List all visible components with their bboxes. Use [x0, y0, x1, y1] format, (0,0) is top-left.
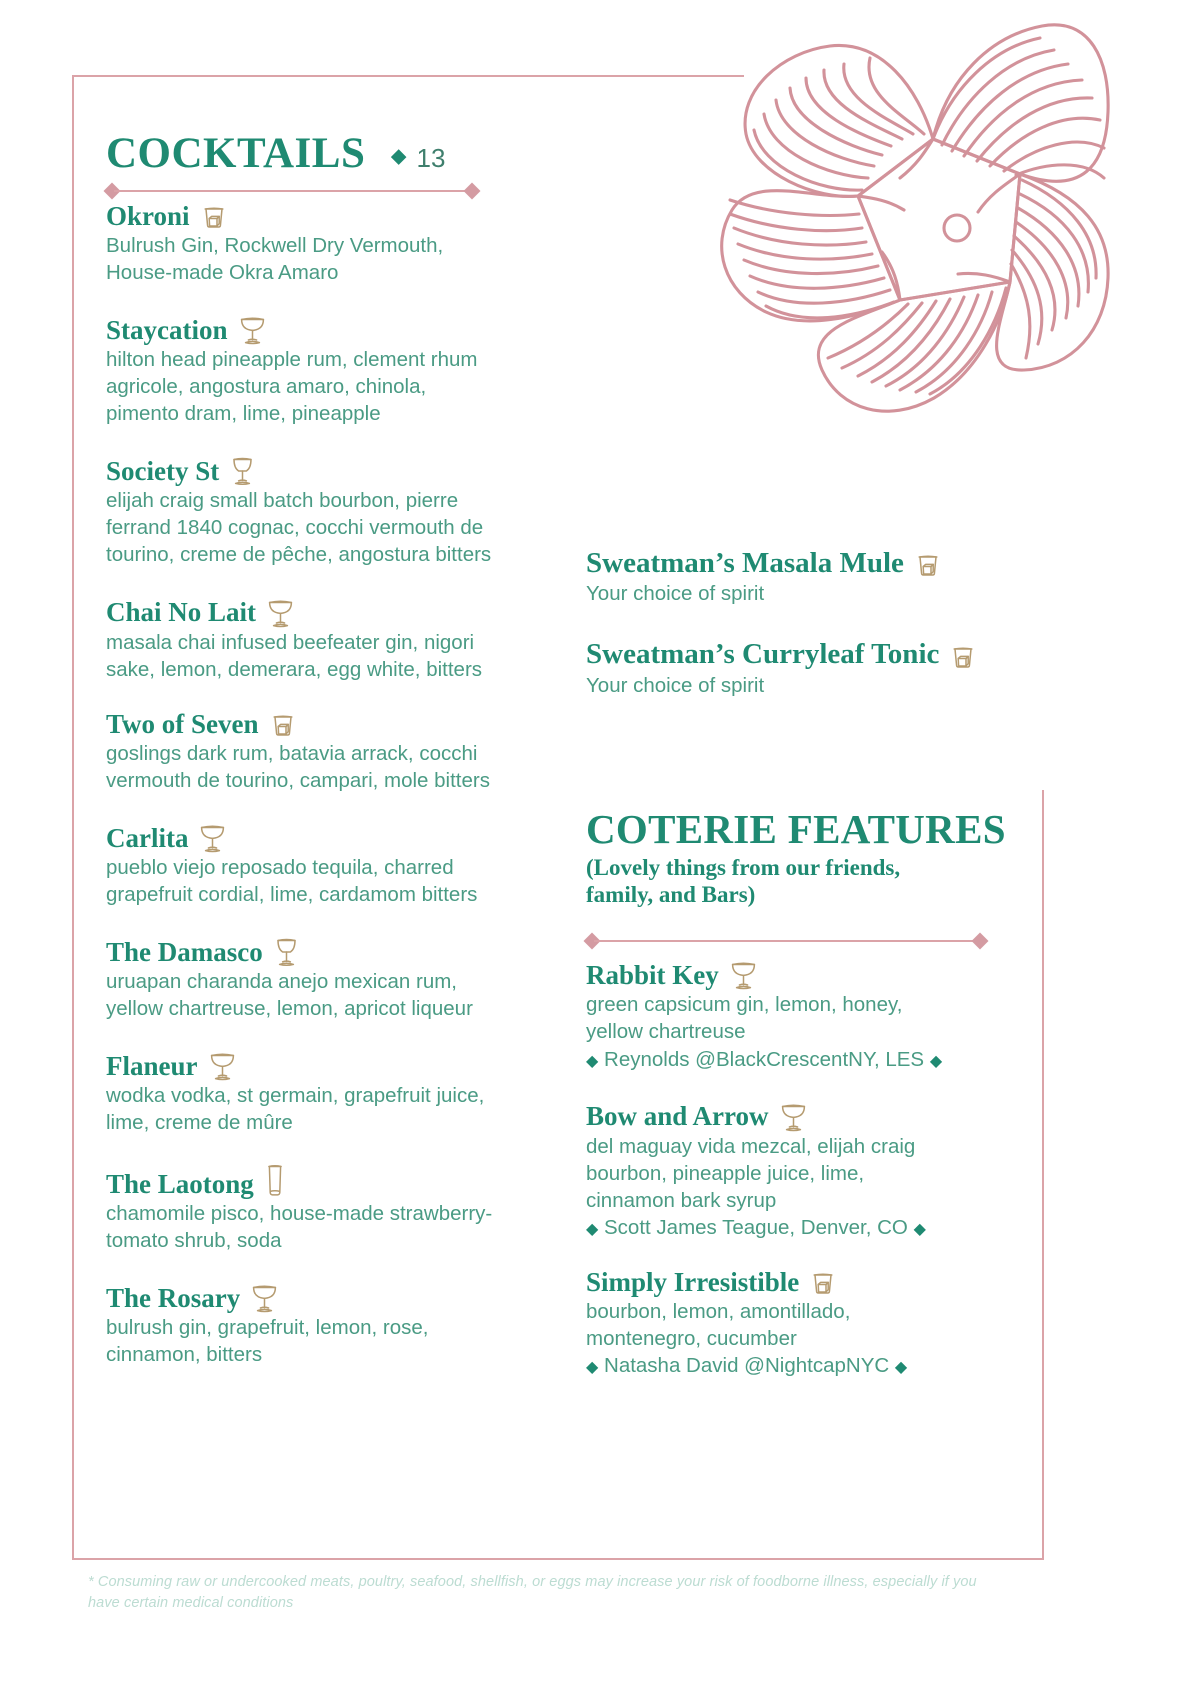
- signature-mixers-column: [586, 548, 1026, 699]
- drink-description: masala chai infused beefeater gin, nigori sake, lemon, demerara, egg white, bitters: [106, 630, 483, 681]
- drink-attribution: ◆ Reynolds @BlackCrescentNY, LES ◆: [586, 1047, 943, 1071]
- drink-entry: [106, 1163, 566, 1254]
- coupe-glass-icon: [199, 821, 226, 853]
- drink-name: [106, 710, 566, 739]
- drink-name-label: The Laotong: [106, 1169, 254, 1199]
- drink-name-label: Carlita: [106, 822, 189, 853]
- divider-diamond-right-icon: [972, 933, 989, 950]
- drink-description: uruapan charanda anejo mexican rum, yellow chartreuse, lemon, apricot liqueur: [106, 969, 473, 1021]
- drink-name: [106, 454, 566, 486]
- drink-name-label: Sweatman’s Curryleaf Tonic: [586, 638, 940, 671]
- divider-diamond-right-icon: [464, 183, 481, 200]
- coterie-features-column: [586, 808, 1036, 1379]
- rocks-glass-icon: [270, 711, 296, 739]
- highball-glass-icon: [265, 1163, 285, 1199]
- cocktails-divider: [106, 184, 478, 198]
- coterie-list: [586, 958, 1036, 1379]
- drink-name: [106, 596, 566, 628]
- drink-entry: [586, 548, 1026, 607]
- attribution-diamond-icon: ◆: [586, 1359, 599, 1377]
- okra-blossom-illustration: [690, 0, 1110, 430]
- drink-entry: [106, 313, 566, 427]
- rocks-glass-icon: [201, 203, 227, 231]
- drink-name: [106, 1281, 566, 1313]
- drink-name: [106, 1049, 566, 1081]
- drink-description: wodka vodka, st germain, grapefruit juice, lime, creme de mûre: [106, 1084, 485, 1135]
- drink-name-label: The Rosary: [106, 1283, 241, 1314]
- drink-entry: [106, 202, 566, 286]
- drink-name-label: Staycation: [106, 315, 228, 346]
- drink-entry: [106, 1281, 566, 1368]
- frame-border-bottom: [72, 1558, 1044, 1560]
- drink-attribution: ◆ Scott James Teague, Denver, CO ◆: [586, 1215, 926, 1239]
- drink-name: [106, 202, 566, 231]
- drink-description: hilton head pineapple rum, clement rhum agricole, angostura amaro, chinola, pimento dram, lime, pineapple: [106, 348, 478, 426]
- drink-name: [586, 548, 1026, 579]
- coterie-divider: [586, 934, 986, 948]
- drink-name-label: Chai No Lait: [106, 597, 257, 628]
- price-diamond-icon: ◆: [391, 146, 407, 167]
- nick-and-nora-glass-icon: [274, 935, 299, 967]
- drink-entry: [106, 1049, 566, 1136]
- drink-entry: [586, 958, 1036, 1072]
- drink-entry: [106, 821, 566, 908]
- cocktails-column: [106, 132, 566, 1368]
- drink-name-label: Sweatman’s Masala Mule: [586, 547, 904, 579]
- footer-disclaimer: * Consuming raw or undercooked meats, poultry, seafood, shellfish, or eggs may increase your risk of foodborne illness, especially if you have certain medical conditions: [88, 1574, 977, 1612]
- frame-border-left: [72, 75, 74, 1560]
- rocks-glass-icon: [915, 551, 941, 579]
- coupe-glass-icon: [730, 958, 757, 990]
- coupe-glass-icon: [239, 313, 266, 345]
- drink-description: Your choice of spirit: [586, 582, 765, 606]
- drink-name-label: The Damasco: [106, 936, 263, 967]
- drink-name-label: Okroni: [106, 201, 190, 231]
- drink-description: del maguay vida mezcal, elijah craig bourbon, pineapple juice, lime, cinnamon bark syrup: [586, 1134, 916, 1212]
- cocktails-price: 13: [416, 143, 446, 173]
- rocks-glass-icon: [810, 1269, 836, 1297]
- attribution-diamond-icon: ◆: [929, 1052, 943, 1070]
- attribution-diamond-icon: ◆: [894, 1359, 908, 1377]
- drink-name-label: Two of Seven: [106, 708, 259, 739]
- drink-entry: [586, 1268, 1036, 1379]
- drink-description: bourbon, lemon, amontillado, montenegro, cucumber: [586, 1299, 851, 1350]
- drink-name: [586, 958, 1036, 990]
- drink-name: [586, 1100, 1036, 1132]
- coupe-glass-icon: [209, 1049, 236, 1081]
- coterie-section-title: COTERIE FEATURES: [586, 806, 1006, 852]
- divider-bar: [114, 190, 470, 192]
- drink-entry: [106, 454, 566, 568]
- drink-entry: [586, 1100, 1036, 1241]
- drink-entry: [106, 710, 566, 794]
- divider-bar: [594, 940, 978, 942]
- drink-name-label: Society St: [106, 456, 220, 487]
- drink-description: Your choice of spirit: [586, 673, 765, 697]
- drink-description: chamomile pisco, house-made strawberry- tomato shrub, soda: [106, 1202, 493, 1253]
- drink-name: [106, 935, 566, 967]
- frame-border-top: [72, 75, 744, 77]
- rocks-glass-icon: [950, 643, 976, 671]
- coupe-glass-icon: [780, 1100, 807, 1132]
- signature-mixers-list: [586, 548, 1026, 699]
- cocktails-section-title: [106, 132, 566, 175]
- drink-entry: [106, 596, 566, 683]
- attribution-diamond-icon: ◆: [586, 1220, 599, 1238]
- drink-name: [586, 1268, 1036, 1297]
- attribution-diamond-icon: ◆: [913, 1220, 926, 1238]
- attribution-diamond-icon: ◆: [586, 1052, 599, 1070]
- drink-description: pueblo viejo reposado tequila, charred grapefruit cordial, lime, cardamom bitters: [106, 855, 478, 906]
- drink-name-label: Rabbit Key: [586, 960, 719, 991]
- coupe-glass-icon: [251, 1281, 278, 1313]
- drink-name-label: Simply Irresistible: [586, 1266, 800, 1297]
- drink-name-label: Flaneur: [106, 1050, 198, 1081]
- nick-and-nora-glass-icon: [230, 454, 255, 486]
- cocktails-title-text: COCKTAILS: [106, 130, 366, 177]
- drink-description: green capsicum gin, lemon, honey, yellow chartreuse: [586, 993, 903, 1044]
- drink-name-label: Bow and Arrow: [586, 1101, 769, 1132]
- drink-description: goslings dark rum, batavia arrack, cocchi vermouth de tourino, campari, mole bitters: [106, 741, 490, 792]
- cocktail-list: [106, 202, 566, 1368]
- drink-name: [106, 821, 566, 853]
- drink-name: [586, 639, 1026, 670]
- drink-name: [106, 1163, 566, 1199]
- drink-description: bulrush gin, grapefruit, lemon, rose, cinnamon, bitters: [106, 1316, 429, 1367]
- coupe-glass-icon: [267, 596, 294, 628]
- drink-entry: [106, 935, 566, 1022]
- coterie-section-subtitle: (Lovely things from our friends, family, and Bars): [586, 854, 901, 907]
- drink-description: elijah craig small batch bourbon, pierre ferrand 1840 cognac, cocchi vermouth de tourino, creme de pêche, angostura bitters: [106, 489, 492, 567]
- drink-description: Bulrush Gin, Rockwell Dry Vermouth, House-made Okra Amaro: [106, 234, 444, 285]
- frame-border-right: [1042, 790, 1044, 1560]
- drink-name: [106, 313, 566, 345]
- drink-entry: [586, 639, 1026, 698]
- drink-attribution: ◆ Natasha David @NightcapNYC ◆: [586, 1354, 908, 1378]
